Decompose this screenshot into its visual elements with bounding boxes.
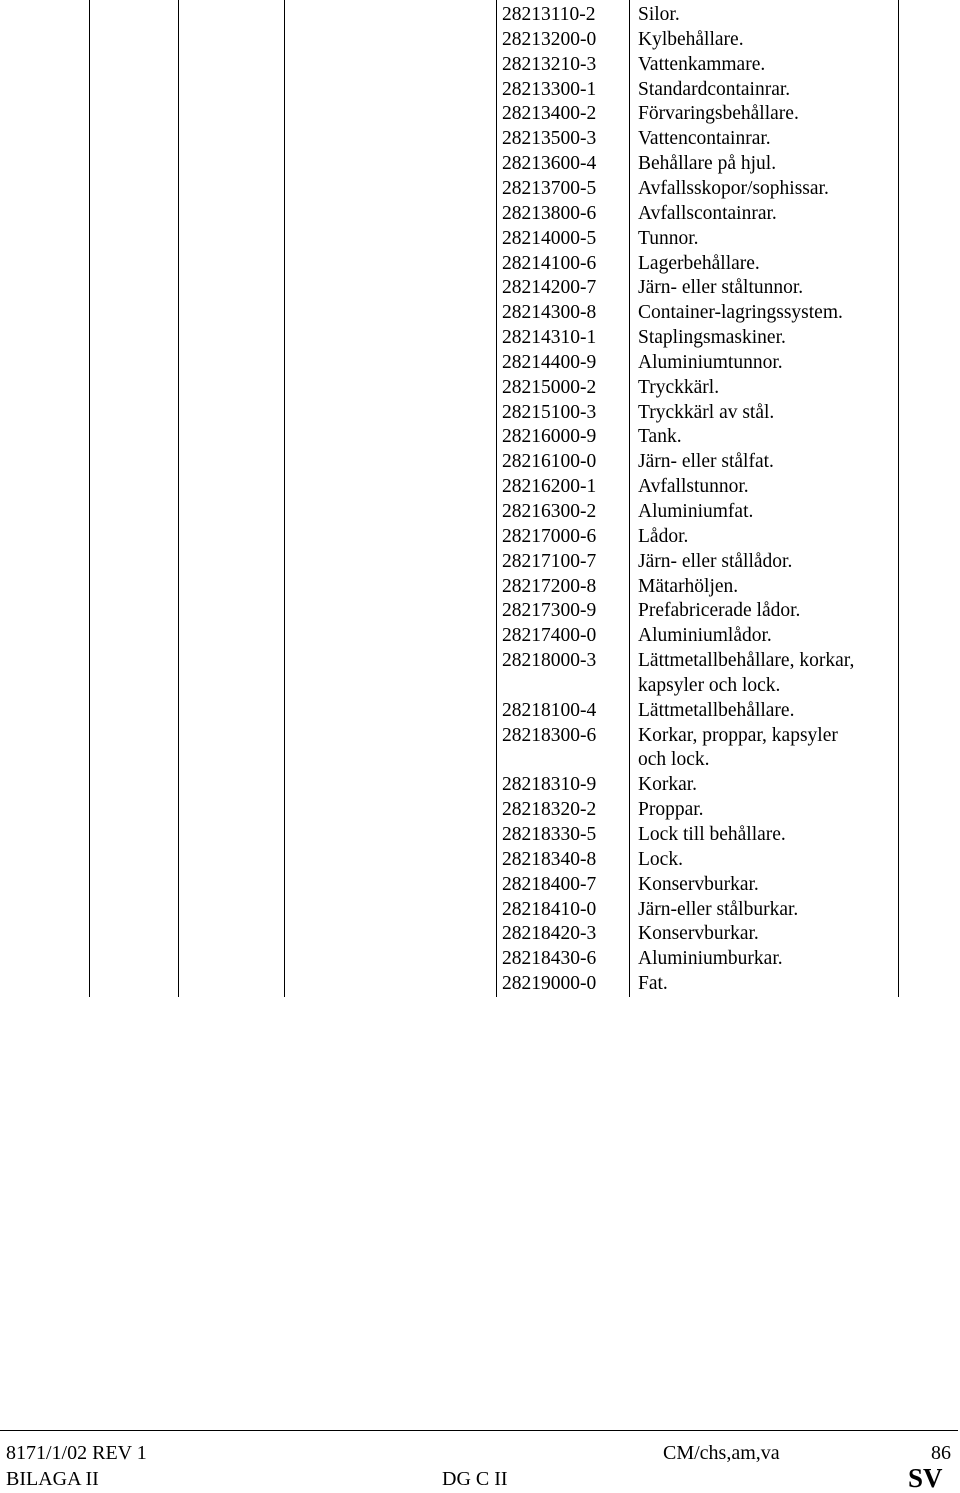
cpv-description: Korkar, proppar, kapsyler (638, 724, 838, 746)
cpv-description: Kylbehållare. (638, 28, 744, 50)
cpv-description: Lättmetallbehållare. (638, 699, 795, 721)
table-column-rule (284, 0, 285, 997)
cpv-code: 28217000-6 (502, 525, 597, 547)
cpv-description: Järn- eller ståltunnor. (638, 277, 804, 299)
cpv-code: 28213400-2 (502, 103, 597, 125)
cpv-description: Tunnor. (638, 227, 699, 249)
cpv-description: Prefabricerade lådor. (638, 600, 801, 622)
cpv-code: 28215000-2 (502, 376, 597, 398)
cpv-code: 28214100-6 (502, 252, 597, 274)
cpv-description: Aluminiumtunnor. (638, 351, 783, 373)
cpv-description: Järn- eller stålfat. (638, 451, 774, 473)
document-reference: 8171/1/02 REV 1 (6, 1442, 147, 1464)
cpv-code: 28218430-6 (502, 948, 597, 970)
cpv-code: 28213600-4 (502, 153, 597, 175)
cpv-code: 28214400-9 (502, 351, 597, 373)
cpv-description: Konservburkar. (638, 873, 759, 895)
cpv-code: 28216000-9 (502, 426, 597, 448)
cpv-description: Aluminiumfat. (638, 501, 754, 522)
cpv-description: Silor. (638, 4, 680, 25)
cpv-description: Lagerbehållare. (638, 252, 760, 274)
cpv-code: 28216200-1 (502, 476, 597, 498)
cpv-description: Tank. (638, 426, 682, 448)
cpv-description: Förvaringsbehållare. (638, 103, 799, 125)
cpv-description: Mätarhöljen. (638, 575, 739, 597)
cpv-code: 28213200-0 (502, 28, 597, 50)
cpv-code: 28213110-2 (502, 4, 596, 25)
cpv-code: 28218100-4 (502, 699, 597, 721)
table-column-rule (898, 0, 899, 997)
cpv-description: Staplingsmaskiner. (638, 327, 786, 349)
cpv-description: Lådor. (638, 525, 689, 547)
cpv-description: Tryckkärl. (638, 376, 720, 398)
cpv-code: 28216300-2 (502, 501, 597, 522)
cpv-description: Lock. (638, 848, 683, 870)
table-column-rule (629, 0, 630, 997)
cpv-description: Aluminiumburkar. (638, 948, 783, 970)
cpv-code: 28218420-3 (502, 923, 597, 945)
language-code: SV (908, 1463, 943, 1493)
cpv-description: Järn- eller stållådor. (638, 550, 793, 572)
cpv-code: 28219000-0 (502, 973, 597, 995)
cpv-description: Standardcontainrar. (638, 78, 791, 100)
table-column-rule (89, 0, 90, 997)
cpv-description: Lättmetallbehållare, korkar, (638, 650, 855, 672)
cpv-code: 28218000-3 (502, 650, 597, 672)
cpv-code: 28218400-7 (502, 873, 597, 895)
cpv-description: Vattencontainrar. (638, 128, 771, 150)
cpv-code: 28214000-5 (502, 227, 597, 249)
cpv-code: 28215100-3 (502, 401, 597, 423)
cpv-code: 28214200-7 (502, 277, 597, 299)
cpv-description: Aluminiumlådor. (638, 625, 772, 647)
cpv-code: 28213700-5 (502, 177, 597, 199)
cpv-code: 28217100-7 (502, 550, 597, 572)
cpv-code: 28217200-8 (502, 575, 597, 597)
cpv-description: Container-lagringssystem. (638, 302, 843, 324)
cpv-code: 28213300-1 (502, 78, 597, 100)
table-column-rule (496, 0, 497, 997)
cpv-code: 28214300-8 (502, 302, 597, 324)
cpv-description: Proppar. (638, 799, 704, 821)
directorate-label: DG C II (442, 1468, 508, 1490)
cpv-code: 28218300-6 (502, 724, 597, 746)
cpv-description: Vattenkammare. (638, 53, 766, 75)
author-initials: CM/chs,am,va (663, 1442, 780, 1464)
page-number: 86 (931, 1442, 951, 1464)
cpv-code: 28213210-3 (502, 53, 597, 75)
cpv-code: 28218340-8 (502, 848, 597, 870)
cpv-description: Korkar. (638, 774, 698, 796)
annex-label: BILAGA II (6, 1468, 99, 1490)
cpv-code: 28218320-2 (502, 799, 597, 821)
cpv-code: 28216100-0 (502, 451, 597, 473)
cpv-description: Avfallsskopor/sophissar. (638, 177, 829, 199)
cpv-code: 28218310-9 (502, 774, 597, 796)
cpv-description: Avfallscontainrar. (638, 202, 777, 224)
cpv-description: Avfallstunnor. (638, 476, 749, 498)
cpv-description: Behållare på hjul. (638, 153, 777, 175)
footer-divider (0, 1430, 958, 1431)
cpv-code: 28213800-6 (502, 202, 597, 224)
cpv-description: Tryckkärl av stål. (638, 401, 775, 423)
cpv-code: 28214310-1 (502, 327, 597, 349)
cpv-description: Lock till behållare. (638, 824, 786, 846)
cpv-code: 28217400-0 (502, 625, 597, 647)
cpv-description-continued: och lock. (638, 749, 710, 771)
cpv-description: Järn-eller stålburkar. (638, 898, 799, 920)
table-column-rule (178, 0, 179, 997)
cpv-description: Fat. (638, 973, 668, 995)
cpv-code: 28217300-9 (502, 600, 597, 622)
cpv-code: 28218330-5 (502, 824, 597, 846)
cpv-code: 28218410-0 (502, 898, 597, 920)
cpv-description-continued: kapsyler och lock. (638, 674, 781, 696)
cpv-code: 28213500-3 (502, 128, 597, 150)
cpv-description: Konservburkar. (638, 923, 759, 945)
